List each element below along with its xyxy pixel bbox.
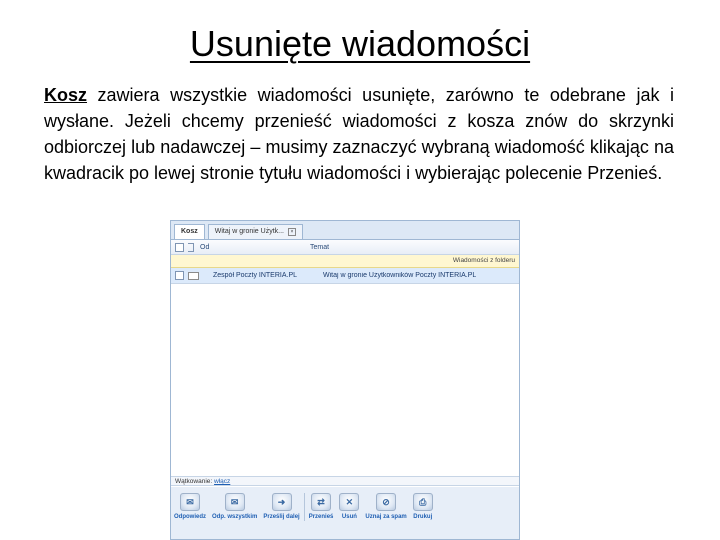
table-row[interactable]	[171, 268, 519, 284]
message-subject[interactable]: Witaj w gronie Użytkowników Poczty INTERIA.PL	[323, 272, 477, 279]
forward-icon: ➜	[272, 493, 292, 511]
spam-icon: ⊘	[376, 493, 396, 511]
move-icon: ⇄	[311, 493, 331, 511]
reply-all-button[interactable]	[212, 493, 257, 520]
list-header	[171, 240, 519, 255]
toolbar-divider	[304, 493, 305, 521]
mail-toolbar	[171, 487, 519, 539]
print-icon: ⎙	[413, 493, 433, 511]
reply-all-icon: ✉	[225, 493, 245, 511]
mail-screenshot	[170, 220, 520, 540]
delete-label: Usuń	[341, 514, 357, 520]
delete-icon: ✕	[339, 493, 359, 511]
delete-button[interactable]	[339, 493, 359, 520]
message-checkbox[interactable]	[175, 271, 184, 280]
select-all-checkbox[interactable]	[175, 243, 184, 252]
column-subject[interactable]: Temat	[310, 243, 330, 251]
threading-link[interactable]: włącz	[214, 478, 231, 485]
spam-label: Uznaj za spam	[365, 514, 407, 520]
flag-icon	[188, 243, 194, 252]
tab-message[interactable]	[208, 224, 303, 239]
reply-all-label: Odp. wszystkim	[212, 514, 258, 520]
body-text: zawiera wszystkie wiadomości usunięte, zarówno te odebrane jak i wysłane. Jeżeli chcemy przenieść wiadomości z kosza znów do skrzynki odbiorczej lub nadawczej – musimy zaznaczyć wybraną wiadomość klikając na kwadracik po lewej stronie tytułu wiadomości i wybierając polecenie Przenieś.	[44, 85, 674, 183]
spam-button[interactable]	[365, 493, 406, 520]
reply-button[interactable]	[174, 493, 206, 520]
forward-label: Prześlij dalej	[263, 514, 300, 520]
threading-label: Wątkowanie:	[175, 478, 213, 485]
message-from[interactable]: Zespół Poczty INTERIA.PL	[213, 272, 298, 279]
slide-body	[44, 82, 674, 186]
move-button[interactable]	[309, 493, 334, 520]
reply-icon: ✉	[180, 493, 200, 511]
reply-label: Odpowiedz	[174, 514, 206, 520]
column-from[interactable]: Od	[200, 243, 210, 251]
forward-button[interactable]	[263, 493, 299, 520]
print-button[interactable]	[413, 493, 433, 520]
envelope-icon	[188, 272, 199, 280]
tab-bar	[171, 221, 519, 240]
move-label: Przenieś	[308, 514, 334, 520]
folder-notice: Wiadomości z folderu	[171, 255, 519, 268]
slide-title: Usunięte wiadomości	[189, 23, 531, 64]
tab-label: Witaj w gronie Użytk...	[214, 228, 284, 235]
tab-label: Kosz	[181, 228, 198, 235]
threading-bar	[171, 476, 519, 486]
close-icon[interactable]: ×	[288, 228, 296, 236]
tab-kosz[interactable]	[174, 224, 205, 239]
body-keyword: Kosz	[44, 85, 88, 105]
print-label: Drukuj	[413, 514, 433, 520]
